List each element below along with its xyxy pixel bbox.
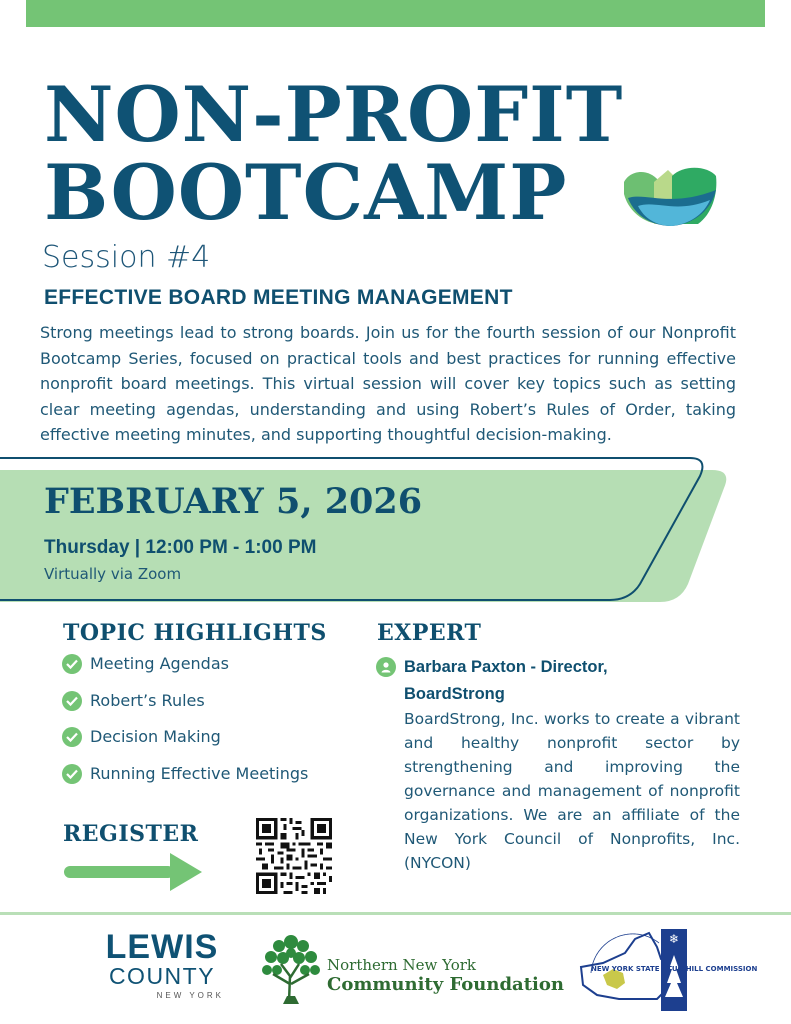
lewis-logo-line3: NEW YORK	[156, 991, 224, 1000]
lewis-logo-line1: LEWIS	[105, 928, 219, 966]
checkmark-icon	[62, 654, 82, 674]
register-heading: REGISTER	[63, 821, 199, 847]
list-item	[62, 727, 308, 764]
footer-divider	[0, 912, 791, 915]
tree-icon	[259, 932, 323, 1006]
lewis-logo-line2: COUNTY	[108, 963, 216, 989]
person-icon	[376, 657, 396, 677]
event-date: FEBRUARY 5, 2026	[44, 481, 423, 522]
topic-label: Decision Making	[90, 727, 221, 746]
intro-paragraph: Strong meetings lead to strong boards. Join us for the fourth session of our Nonprofit Bootcamp Series, focused on practical tools and best practices for running effective nonprofit board meetings. This virtual session will cover key topics such as setting clear meeting agendas, understanding and using Robert’s Rules of Order, taking effective meeting minutes, and supporting thoughtful decision-making.	[40, 323, 736, 444]
right-arrow-icon	[62, 851, 204, 893]
list-item	[62, 764, 308, 801]
session-number: Session #4	[42, 240, 211, 275]
nnycf-logo	[327, 957, 564, 995]
topics-heading: TOPIC HIGHLIGHTS	[63, 620, 327, 646]
tug-hill-seal-text: NEW YORK STATE · TUG HILL COMMISSION	[591, 965, 758, 973]
expert-name: Barbara Paxton - Director, BoardStrong	[404, 658, 608, 703]
topic-label: Running Effective Meetings	[90, 763, 309, 783]
checkmark-icon	[62, 691, 82, 711]
tug-hill-commission-logo	[573, 925, 758, 1015]
list-item	[62, 691, 308, 728]
topics-list	[62, 654, 308, 800]
nnycf-logo-line2: Community Foundation	[327, 974, 564, 995]
svg-text:❄: ❄	[668, 932, 680, 946]
event-location: Virtually via Zoom	[44, 565, 182, 583]
event-info-band	[0, 456, 791, 606]
title-line-2: BOOTCAMP	[44, 148, 568, 237]
landscape-logo-icon	[624, 164, 720, 230]
list-item	[62, 654, 308, 691]
topic-label: Robert’s Rules	[90, 690, 205, 710]
topic-label: Meeting Agendas	[90, 654, 229, 673]
expert-heading: EXPERT	[377, 620, 482, 646]
nnycf-logo-line1: Northern New York	[327, 956, 476, 974]
event-time: Thursday | 12:00 PM - 1:00 PM	[44, 537, 317, 558]
qr-code[interactable]	[256, 818, 332, 894]
checkmark-icon	[62, 764, 82, 784]
lewis-county-logo	[100, 930, 224, 1003]
checkmark-icon	[62, 727, 82, 747]
session-subtitle: EFFECTIVE BOARD MEETING MANAGEMENT	[44, 286, 513, 309]
top-accent-bar	[26, 0, 765, 27]
expert-bio: BoardStrong, Inc. works to create a vibrant and healthy nonprofit sector by strengthening and improving the governance and management of nonprofit organizations. We are an affiliate of the New York Council of Nonprofits, Inc. (NYCON)	[404, 710, 740, 872]
title-line-1: NON-PROFIT	[44, 70, 624, 159]
